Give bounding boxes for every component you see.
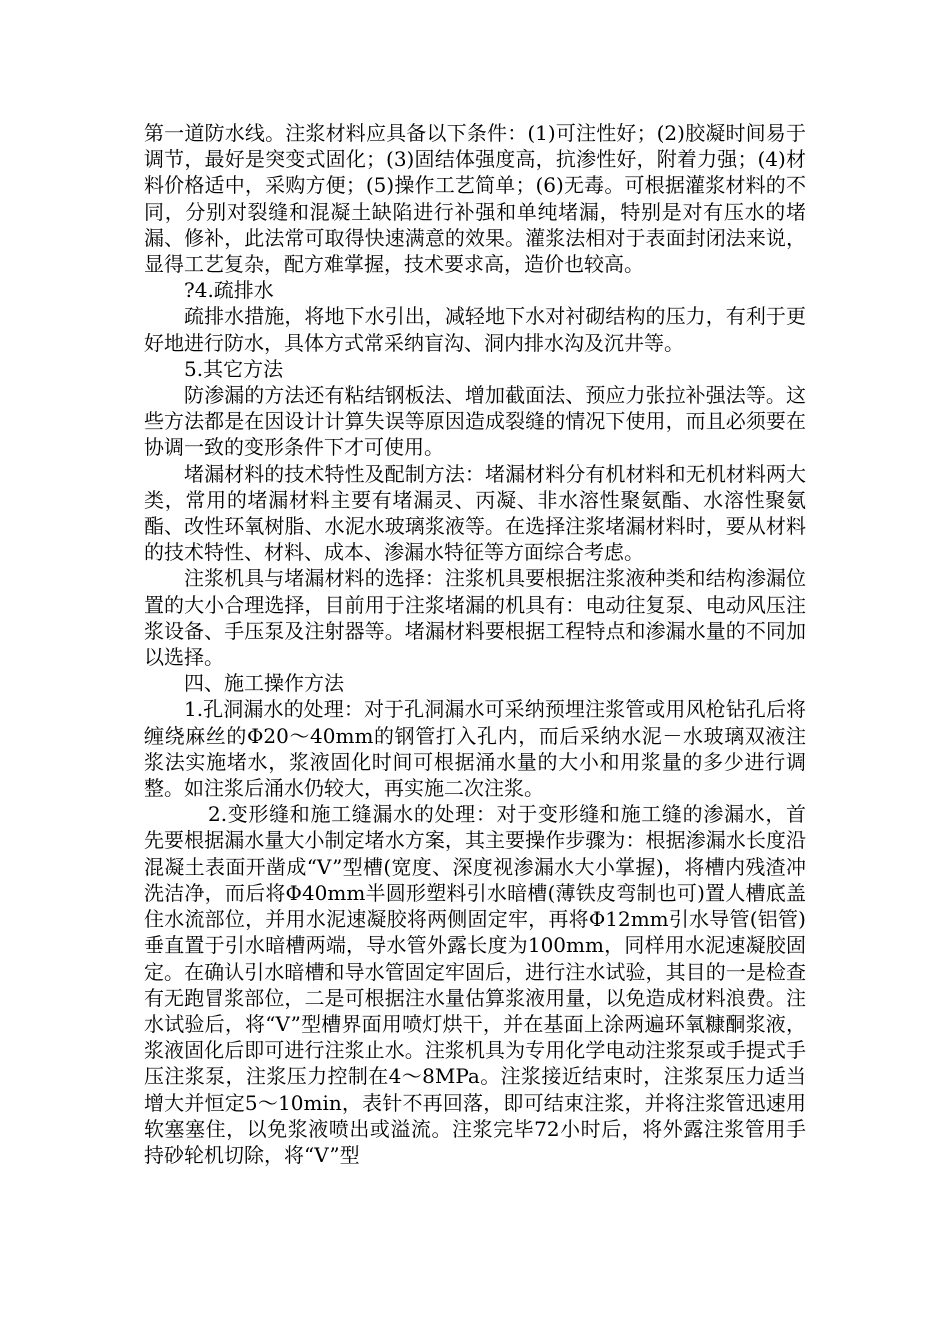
heading-other-methods: 5.其它方法: [184, 356, 284, 381]
paragraph-joint-leak: 2.变形缝和施工缝漏水的处理：对于变形缝和施工缝的渗漏水，首先要根据漏水量大小制定堵水方案，其主要操作步骤为：根据渗漏水长度沿混凝土表面开凿成“V”型槽(宽度、深度视渗漏水大小掌握)，将槽内残渣冲洗洁净，而后将Φ40mm半圆形塑料引水暗槽(薄铁皮弯制也可)置人槽底盖住水流部位，并用水泥速凝胶将两侧固定牢，再将Φ12mm引水导管(铝管)垂直置于引水暗槽两端，导水管外露长度为100mm，同样用水泥速凝胶固定。在确认引水暗槽和导水管固定牢固后，进行注水试验，其目的一是检查有无跑冒浆部位，二是可根据注水量估算浆液用量，以免造成材料浪费。注水试验后，将“V”型槽界面用喷灯烘干，并在基面上涂两遍环氧糠酮浆液，浆液固化后即可进行注浆止水。注浆机具为专用化学电动注浆泵或手提式手压注浆泵，注浆压力控制在4～8MPa。注浆接近结束时，注浆泵压力适当增大并恒定5～10min，表针不再回落，即可结束注浆，并将注浆管迅速用软塞塞住，以免浆液喷出或溢流。注浆完毕72小时后，将外露注浆管用手持砂轮机切除，将“V”型: [144, 802, 806, 1167]
paragraph-hole-leak: 1.孔洞漏水的处理：对于孔洞漏水可采纳预埋注浆管或用风枪钻孔后将缠绕麻丝的Φ20～40mm的钢管打入孔内，而后采纳水泥－水玻璃双液注浆法实施堵水，浆液固化时间可根据涌水量的大小和用浆量的多少进行调整。如注浆后涌水仍较大，再实施二次注浆。: [144, 697, 806, 801]
paragraph-drainage: 疏排水措施，将地下水引出，减轻地下水对衬砌结构的压力，有利于更好地进行防水，具体方式常采纳盲沟、洞内排水沟及沉井等。: [144, 304, 806, 355]
paragraph-grout-conditions: 第一道防水线。注浆材料应具备以下条件：(1)可注性好；(2)胶凝时间易于调节，最好是突变式固化；(3)固结体强度高，抗渗性好，附着力强；(4)材料价格适中，采购方便；(5)操作工艺简单；(6)无毒。可根据灌浆材料的不同，分别对裂缝和混凝土缺陷进行补强和单纯堵漏，特别是对有压水的堵漏、修补，此法常可取得快速满意的效果。灌浆法相对于表面封闭法来说，显得工艺复杂，配方难掌握，技术要求高，造价也较高。: [144, 121, 806, 277]
paragraph-other-methods: 防渗漏的方法还有粘结钢板法、增加截面法、预应力张拉补强法等。这些方法都是在因设计计算失误等原因造成裂缝的情况下使用，而且必须要在协调一致的变形条件下才可使用。: [144, 383, 806, 460]
heading-drainage: ?4.疏排水: [184, 278, 274, 303]
paragraph-grouting-tools: 注浆机具与堵漏材料的选择：注浆机具要根据注浆液种类和结构渗漏位置的大小合理选择，目前用于注浆堵漏的机具有：电动往复泵、电动风压注浆设备、手压泵及注射器等。堵漏材料要根据工程特点和渗漏水量的不同加以选择。: [144, 566, 806, 670]
paragraph-plugging-materials: 堵漏材料的技术特性及配制方法：堵漏材料分有机材料和无机材料两大类，常用的堵漏材料主要有堵漏灵、丙凝、非水溶性聚氨酯、水溶性聚氨酯、改性环氧树脂、水泥水玻璃浆液等。在选择注浆堵漏材料时，要从材料的技术特性、材料、成本、渗漏水特征等方面综合考虑。: [144, 461, 806, 565]
document-body: [144, 120, 806, 1168]
heading-construction-methods: 四、施工操作方法: [184, 671, 344, 696]
